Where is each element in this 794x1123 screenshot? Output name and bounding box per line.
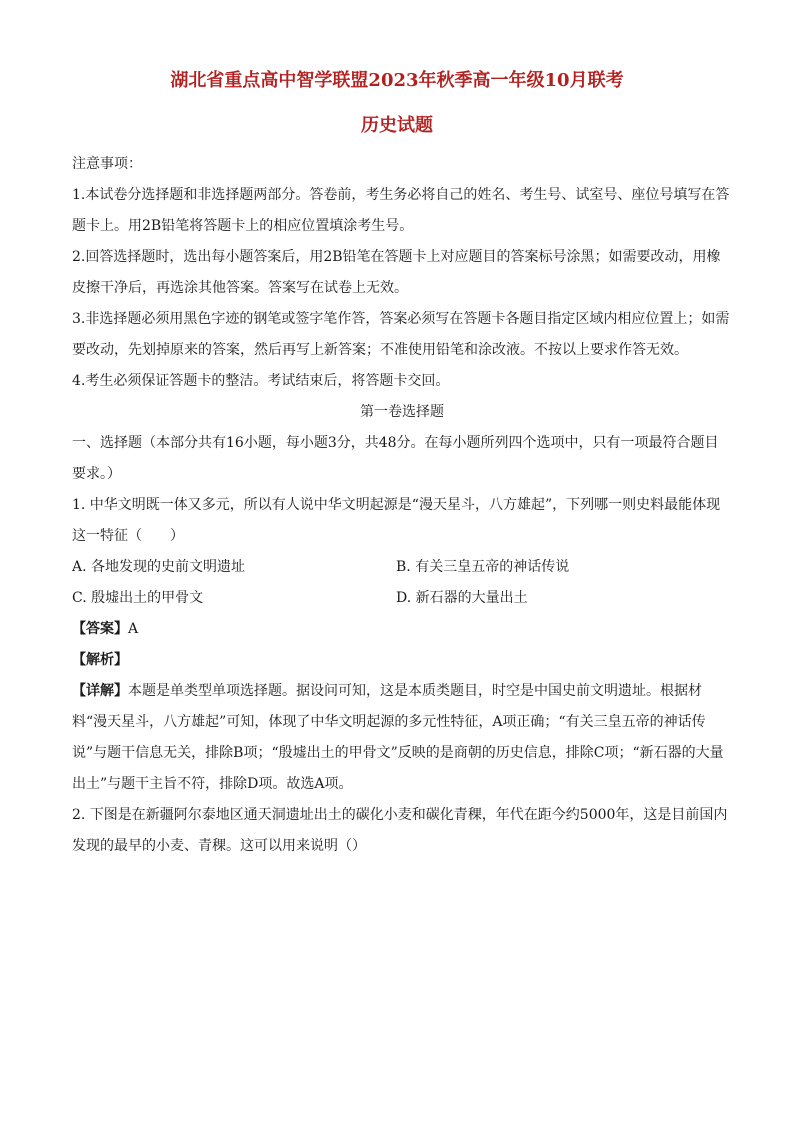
analysis-line xyxy=(72,645,732,676)
analysis-tag: 【解析】 xyxy=(72,652,128,668)
exam-subject-title: 历史试题 xyxy=(361,115,433,136)
option-b: B. 有关三皇五帝的神话传说 xyxy=(396,559,570,575)
notice-heading: 注意事项： xyxy=(72,156,142,172)
notice-item: 3.非选择题必须用黑色字迹的钢笔或签字笔作答，答案必须写在答题卡各题目指定区域内相应位置上；如需要改动，先划掉原来的答案，然后再写上新答案；不准使用铅笔和涂改液。不按以上要求作答无效。 xyxy=(72,311,730,358)
answer-value: A xyxy=(128,621,139,637)
detail-text: 本题是单类型单项选择题。据设问可知，这是本质类题目，时空是中国史前文明遗址。根据材料“漫天星斗，八方雄起”可知，体现了中华文明起源的多元性特征，A项正确；“有关三皇五帝的神话传说”与题干信息无关，排除B项；“殷墟出土的甲骨文”反映的是商朝的历史信息，排除C项；“新石器的大量出土”与题干主旨不符，排除D项。故选A项。 xyxy=(72,683,724,792)
question-1-options-row-1 xyxy=(72,552,732,583)
notice-item: 4.考生必须保证答题卡的整洁。考试结束后，将答题卡交回。 xyxy=(72,373,450,389)
option-a: A. 各地发现的史前文明遗址 xyxy=(72,559,246,575)
answer-tag: 【答案】 xyxy=(72,621,128,637)
section-title: 第一卷选择题 xyxy=(360,404,444,420)
document-body xyxy=(72,149,732,862)
question-2-stem: 2. 下图是在新疆阿尔泰地区通天洞遗址出土的碳化小麦和碳化青稞，年代在距今约5000年，这是目前国内发现的最早的小麦、青稞。这可以用来说明（） xyxy=(72,807,728,854)
notice-item: 1.本试卷分选择题和非选择题两部分。答卷前，考生务必将自己的姓名、考生号、试室号、座位号填写在答题卡上。用2B铅笔将答题卡上的相应位置填涂考生号。 xyxy=(72,187,730,234)
detail-tag: 【详解】 xyxy=(72,683,128,699)
section-instruction: 一、选择题（本部分共有16小题，每小题3分，共48分。在每小题所列四个选项中，只有一项最符合题目要求。） xyxy=(72,435,719,482)
option-d: D. 新石器的大量出土 xyxy=(396,590,528,606)
question-1-options-row-2 xyxy=(72,583,732,614)
question-1-stem: 1. 中华文明既一体又多元，所以有人说中华文明起源是“漫天星斗，八方雄起”，下列哪一则史料最能体现这一特征（ ） xyxy=(72,497,721,544)
exam-title: 湖北省重点高中智学联盟2023年秋季高一年级10月联考 xyxy=(170,70,624,91)
detail-paragraph xyxy=(72,676,732,800)
option-c: C. 殷墟出土的甲骨文 xyxy=(72,590,204,606)
notice-item: 2.回答选择题时，选出每小题答案后，用2B铅笔在答题卡上对应题目的答案标号涂黑；如需要改动，用橡皮擦干净后，再选涂其他答案。答案写在试卷上无效。 xyxy=(72,249,721,296)
answer-line xyxy=(72,614,732,645)
